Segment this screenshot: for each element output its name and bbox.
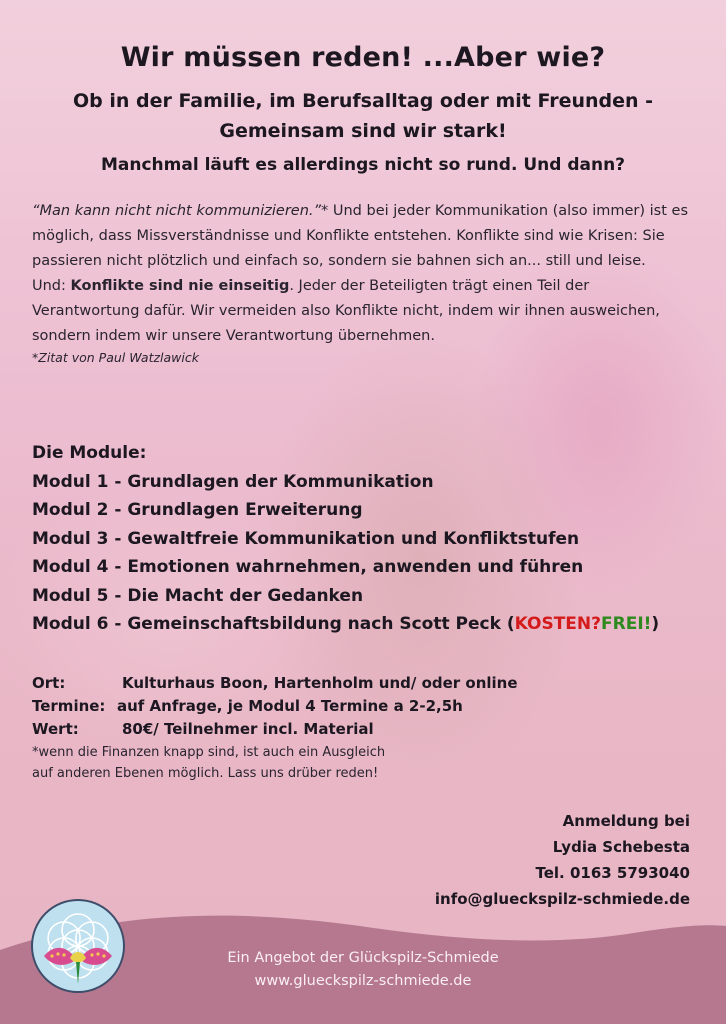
subtitle xyxy=(40,86,686,146)
module-item: Modul 1 - Grundlagen der Kommunikation xyxy=(32,471,434,492)
module-item: Modul 4 - Emotionen wahrnehmen, anwenden und führen xyxy=(32,557,584,577)
dates-value: auf Anfrage, je Modul 4 Termine a 2-2,5h xyxy=(117,697,463,715)
contact-name: Lydia Schebesta xyxy=(552,838,690,856)
location-row xyxy=(32,672,652,695)
intro-paragraph-2-start: Und: xyxy=(32,278,71,294)
intro-text xyxy=(32,199,694,367)
price-value: 80€/ Teilnehmer incl. Material xyxy=(122,720,374,738)
subtitle-line-1: Ob in der Familie, im Berufsalltag oder mit Freunden - xyxy=(72,90,654,112)
quote: “Man kann nicht nicht kommunizieren.”* xyxy=(32,203,329,219)
module-list xyxy=(32,439,702,639)
dates-label: Termine: xyxy=(32,697,106,715)
dates-row xyxy=(32,695,652,718)
price-row xyxy=(32,718,652,741)
event-info xyxy=(32,672,652,784)
location-value: Kulturhaus Boon, Hartenholm und/ oder online xyxy=(122,674,518,692)
footer-offer-line: Ein Angebot der Glückspilz-Schmiede xyxy=(227,950,499,966)
subtitle-line-2: Gemeinsam sind wir stark! xyxy=(219,120,507,142)
module-item: Modul 2 - Grundlagen Erweiterung xyxy=(32,500,363,520)
lead-question: Manchmal läuft es allerdings nicht so rund. Und dann? xyxy=(100,155,626,175)
page-title: Wir müssen reden! ...Aber wie? xyxy=(120,42,606,73)
contact-email[interactable]: info@glueckspilz-schmiede.de xyxy=(434,890,690,908)
footer-url[interactable]: www.glueckspilz-schmiede.de xyxy=(254,973,472,989)
modules-heading: Die Module: xyxy=(32,443,147,463)
intro-paragraph-1: Und bei jeder Kommunikation (also immer) ist es möglich, dass Missverständnisse und Konflikte entstehen. Konflikte sind wie Krisen: Sie passieren nicht plötzlich und einfach so, sondern sie bahnen sich an... still und leise. xyxy=(32,203,689,269)
frei-label: FREI! xyxy=(601,614,652,634)
location-label: Ort: xyxy=(32,674,66,692)
registration-contact xyxy=(435,808,690,912)
module-item: Modul 5 - Die Macht der Gedanken xyxy=(32,585,364,606)
registration-label: Anmeldung bei xyxy=(562,812,690,830)
quote-footnote: *Zitat von Paul Watzlawick xyxy=(32,350,199,365)
price-note-line-1: *wenn die Finanzen knapp sind, ist auch ein Ausgleich xyxy=(32,745,386,760)
module-6-text: Modul 6 - Gemeinschaftsbildung nach Scott Peck ( xyxy=(32,614,515,634)
price-label: Wert: xyxy=(32,720,79,738)
intro-key-statement: Konflikte sind nie einseitig xyxy=(70,278,290,294)
module-6-close: ) xyxy=(651,614,660,634)
module-item: Modul 3 - Gewaltfreie Kommunikation und Konfliktstufen xyxy=(32,528,580,549)
kosten-label: KOSTEN? xyxy=(514,614,601,634)
intro-paragraph-2-rest: . Jeder der Beteiligten trägt einen Teil der Verantwortung dafür. Wir vermeiden also Konflikte nicht, indem wir ihnen ausweichen, sondern indem wir unsere Verantwortung übernehmen. xyxy=(32,278,660,344)
flower-of-life-logo-icon xyxy=(30,898,126,994)
contact-phone: Tel. 0163 5793040 xyxy=(535,864,690,882)
price-note xyxy=(32,742,652,784)
price-note-line-2: auf anderen Ebenen möglich. Lass uns drüber reden! xyxy=(32,766,379,781)
module-item xyxy=(32,610,702,639)
